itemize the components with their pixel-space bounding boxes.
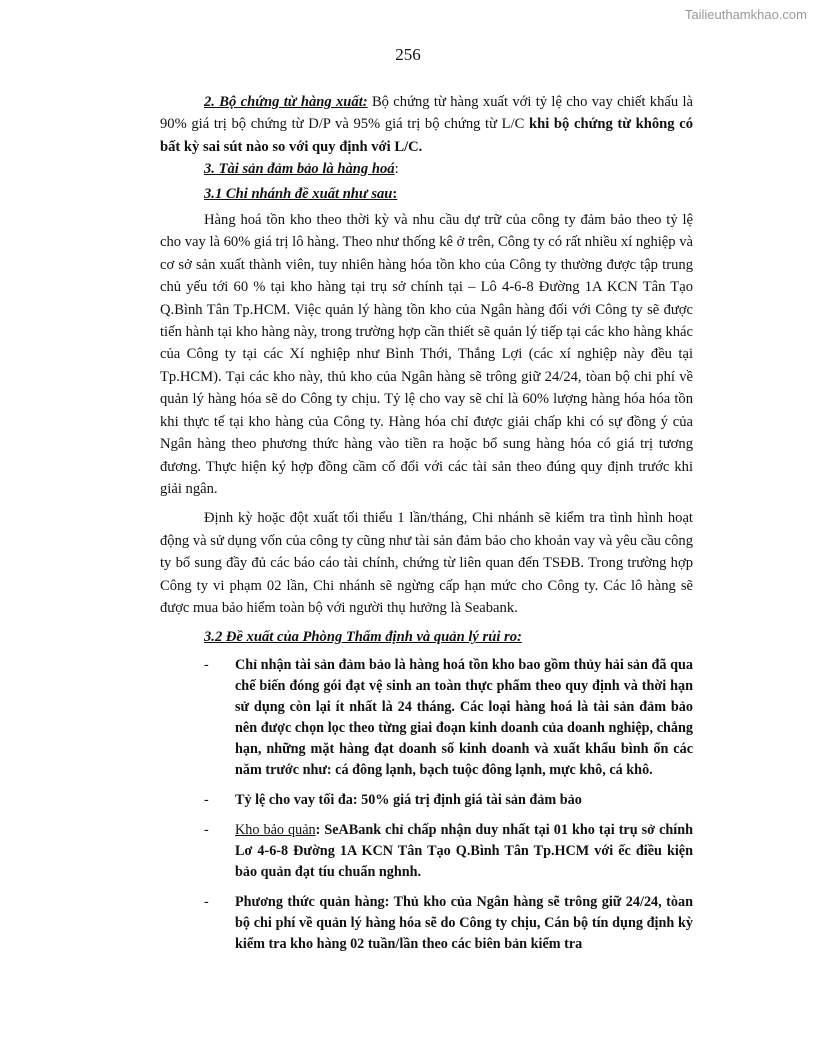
bullet-dash: - bbox=[204, 791, 209, 808]
list-item bbox=[204, 655, 693, 781]
bullet-label: Kho bảo quản bbox=[235, 821, 316, 838]
bullet-text: : SeABank chỉ chấp nhận duy nhất tại 01 kho tại trụ sở chính Lơ 4-6-8 Đường 1A KCN Tân Tạo Q.Bình Tân Tp.HCM với ếc điều kiện bảo quản đạt tíu chuẩn nghnh. bbox=[235, 821, 693, 880]
section-3-1-heading bbox=[204, 183, 693, 205]
document-body bbox=[160, 91, 693, 964]
section-3-heading bbox=[204, 158, 693, 180]
section-2-heading: 2. Bộ chứng từ hàng xuất: bbox=[204, 94, 368, 110]
bullet-dash: - bbox=[204, 656, 209, 673]
bullet-text: Tỷ lệ cho vay tối đa: 50% giá trị định giá tài sản đảm bảo bbox=[235, 791, 582, 808]
bullet-text: Phương thức quản hàng: Thủ kho của Ngân hàng sẽ trông giữ 24/24, tòan bộ chi phí về quản lý hàng hóa sẽ do Công ty chịu, Cán bộ tín dụng định kỳ kiểm tra kho hàng 02 tuần/lần theo các biên bản kiểm tra bbox=[235, 893, 693, 952]
section-3-1-heading-suffix: : bbox=[392, 185, 398, 202]
section-2-bold-text: khi bộ chứng từ không có bất kỳ sai sút nào so với quy định với L/C. bbox=[160, 116, 693, 155]
section-3-2-bullet-list bbox=[204, 655, 693, 955]
page-number: 256 bbox=[395, 45, 421, 64]
section-3-1-paragraph-2: Định kỳ hoặc đột xuất tối thiểu 1 lần/tháng, Chi nhánh sẽ kiểm tra tình hình hoạt động và sử dụng vốn của công ty cũng như tài sản đảm bảo cho khoản vay và yêu cầu công ty bổ sung đầy đủ các báo cáo tài chính, chứng từ liên quan đến TSĐB. Trong trường hợp Công ty vi phạm 02 lần, Chi nhánh sẽ ngừng cấp hạn mức cho Công ty. Các lô hàng sẽ được mua bảo hiểm toàn bộ với người thụ hưởng là Seabank. bbox=[160, 510, 693, 616]
bullet-text: Chỉ nhận tài sản đảm bảo là hàng hoá tồn kho bao gồm thủy hải sản đã qua chế biến đóng gói đạt vệ sinh an toàn thực phẩm theo quy định và thời hạn sử dụng còn lại ít nhất là 24 tháng. Các loại hàng hoá là tài sản đảm bảo nên được chọn lọc theo từng giai đoạn kinh doanh của doanh nghiệp, chẳng hạn, những mặt hàng đạt doanh số kinh doanh và xuất khẩu bình ổn các năm trước như: cá đông lạnh, bạch tuộc đông lạnh, mực khô, cá khô. bbox=[235, 656, 693, 778]
list-item bbox=[204, 892, 693, 955]
section-3-2-heading: 3.2 Đề xuất của Phòng Thẩm định và quản lý rủi ro: bbox=[204, 629, 522, 646]
section-2-text: Bộ chứng từ hàng xuất với tỷ lệ cho vay chiết khấu là 90% giá trị bộ chứng từ D/P và 95% giá trị bộ chứng từ L/C bbox=[160, 94, 694, 133]
section-3-1-paragraph-1: Hàng hoá tồn kho theo thời kỳ và nhu cầu dự trữ của công ty đảm bảo theo tỷ lệ cho vay là 60% giá trị lô hàng. Theo như thống kê ở trên, Công ty có rất nhiều xí nghiệp và cơ sở sản xuất thành viên, tuy nhiên hàng hóa tồn kho của Công ty thường được tập trung chủ yếu tới 60 % tại kho hàng tại trụ sở chính tại – Lô 4-6-8 Đường 1A KCN Tân Tạo Q.Bình Tân Tp.HCM. Việc quản lý hàng tồn kho của Ngân hàng đối với Công ty sẽ được tiến hành tại kho hàng này, trong trường hợp cần thiết sẽ quản lý tiếp tại các kho hàng khác của Công ty tại các Xí nghiệp như Bình Thới, Thắng Lợi (các xí nghiệp này đều tại Tp.HCM). Tại các kho này, thủ kho của Ngân hàng sẽ trông giữ 24/24, tòan bộ chi phí về quản lý hàng hóa sẽ do Công ty chịu. Tỷ lệ cho vay sẽ chỉ là 60% lượng hàng hóa hóa tồn khi thực tế tại kho hàng của Công ty. Hàng hóa chỉ được giải chấp khi có sự đồng ý của Ngân hàng theo phương thức hàng vào tiền ra hoặc bổ sung hàng hóa có giá trị tương đương. Thực hiện ký hợp đồng cầm cố đối với các tài sản theo đúng quy định trước khi giải ngân. bbox=[160, 212, 693, 497]
bullet-dash: - bbox=[204, 893, 209, 910]
section-2-paragraph bbox=[160, 91, 693, 158]
bullet-text-container bbox=[235, 820, 693, 883]
section-3-heading-text: 3. Tài sản đảm bảo là hàng hoá bbox=[204, 161, 395, 178]
section-3-1-heading-text: 3.1 Chi nhánh đề xuất như sau bbox=[204, 185, 393, 202]
list-item bbox=[204, 820, 693, 883]
watermark: Tailieuthamkhao.com bbox=[684, 7, 807, 22]
list-item bbox=[204, 790, 693, 811]
bullet-dash: - bbox=[204, 821, 209, 838]
section-3-heading-suffix: : bbox=[394, 161, 399, 178]
